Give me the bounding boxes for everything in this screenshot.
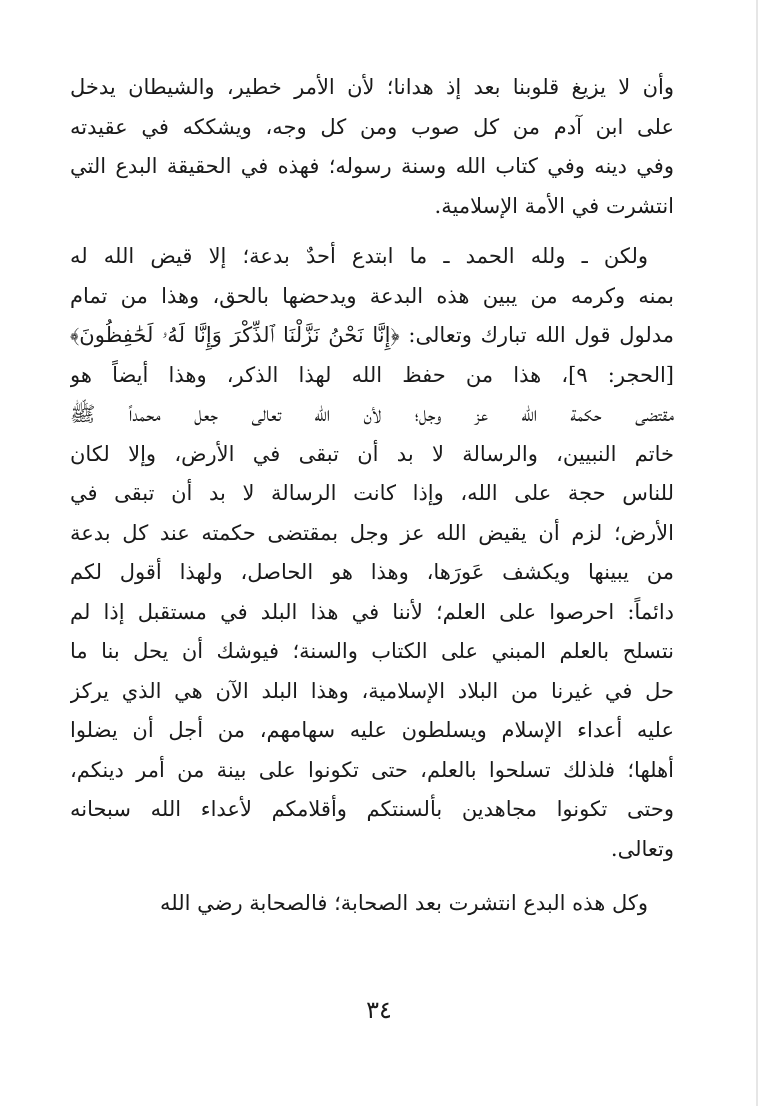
text-line: حل في غيرنا من البلاد الإسلامية، وهذا البلد الآن هي الذي يركز <box>70 678 674 703</box>
text-line: نتسلح بالعلم المبني على الكتاب والسنة؛ فيوشك أن يحل بنا ما <box>70 639 674 663</box>
text-line: وحتى تكونوا مجاهدين بألسنتكم وأقلامكم لأعداء الله سبحانه <box>70 797 674 821</box>
text-line: عليه أعداء الإسلام ويسلطون عليه سهامهم، من أجل أن يضلوا <box>70 718 674 742</box>
text-line: وتعالى. <box>610 836 674 861</box>
paragraph-2 <box>70 237 674 869</box>
text-line: بمنه وكرمه من يبين هذه البدعة ويدحضها بالحق، وهذا من تمام <box>70 283 674 308</box>
paragraph-3 <box>70 884 674 924</box>
paragraph-1 <box>70 68 674 226</box>
quran-verse-line: مدلول قول الله تبارك وتعالى: ﴿إِنَّا نَحْنُ نَزَّلْنَا ٱلذِّكْرَ وَإِنَّا لَهُۥ لَحَٰفِظُونَ﴾ <box>70 323 674 347</box>
text-line: ولكن ـ ولله الحمد ـ ما ابتدع أحدٌ بدعة؛ إلا قيض الله له <box>70 244 648 268</box>
text-line: خاتم النبيين، والرسالة لا بد أن تبقى في الأرض، وإلا لكان <box>70 441 674 466</box>
text-line: مقتضى حكمة الله عز وجل؛ لأن الله تعالى جعل محمداً ﷺ <box>70 402 674 426</box>
text-line: وفي دينه وفي كتاب الله وسنة رسوله؛ فهذه في الحقيقة البدع التي <box>70 154 674 178</box>
text-line: وكل هذه البدع انتشرت بعد الصحابة؛ فالصحابة رضي الله <box>160 891 648 915</box>
text-line: أهلها؛ فلذلك تسلحوا بالعلم، حتى تكونوا على بينة من أمر دينكم، <box>70 757 674 782</box>
text-line: وأن لا يزيغ قلوبنا بعد إذ هدانا؛ لأن الأمر خطير، والشيطان يدخل <box>70 75 674 99</box>
text-line: للناس حجة على الله، وإذا كانت الرسالة لا بد أن تبقى في <box>70 481 674 505</box>
text-line: الأرض؛ لزم أن يقيض الله عز وجل بمقتضى حكمته عند كل بدعة <box>70 520 674 545</box>
text-line: انتشرت في الأمة الإسلامية. <box>434 193 674 218</box>
text-line: على ابن آدم من كل صوب ومن كل وجه، ويشككه في عقيدته <box>70 114 674 139</box>
text-line: دائماً: احرصوا على العلم؛ لأننا في هذا البلد في مستقبل إذا لم <box>70 599 674 624</box>
text-line: [الحجر: ٩]، هذا من حفظ الله لهذا الذكر، وهذا أيضاً هو <box>70 362 674 387</box>
page-number: ٣٤ <box>366 996 392 1024</box>
text-line: من يبينها ويكشف عَورَها، وهذا هو الحاصل، ولهذا أقول لكم <box>70 560 674 584</box>
